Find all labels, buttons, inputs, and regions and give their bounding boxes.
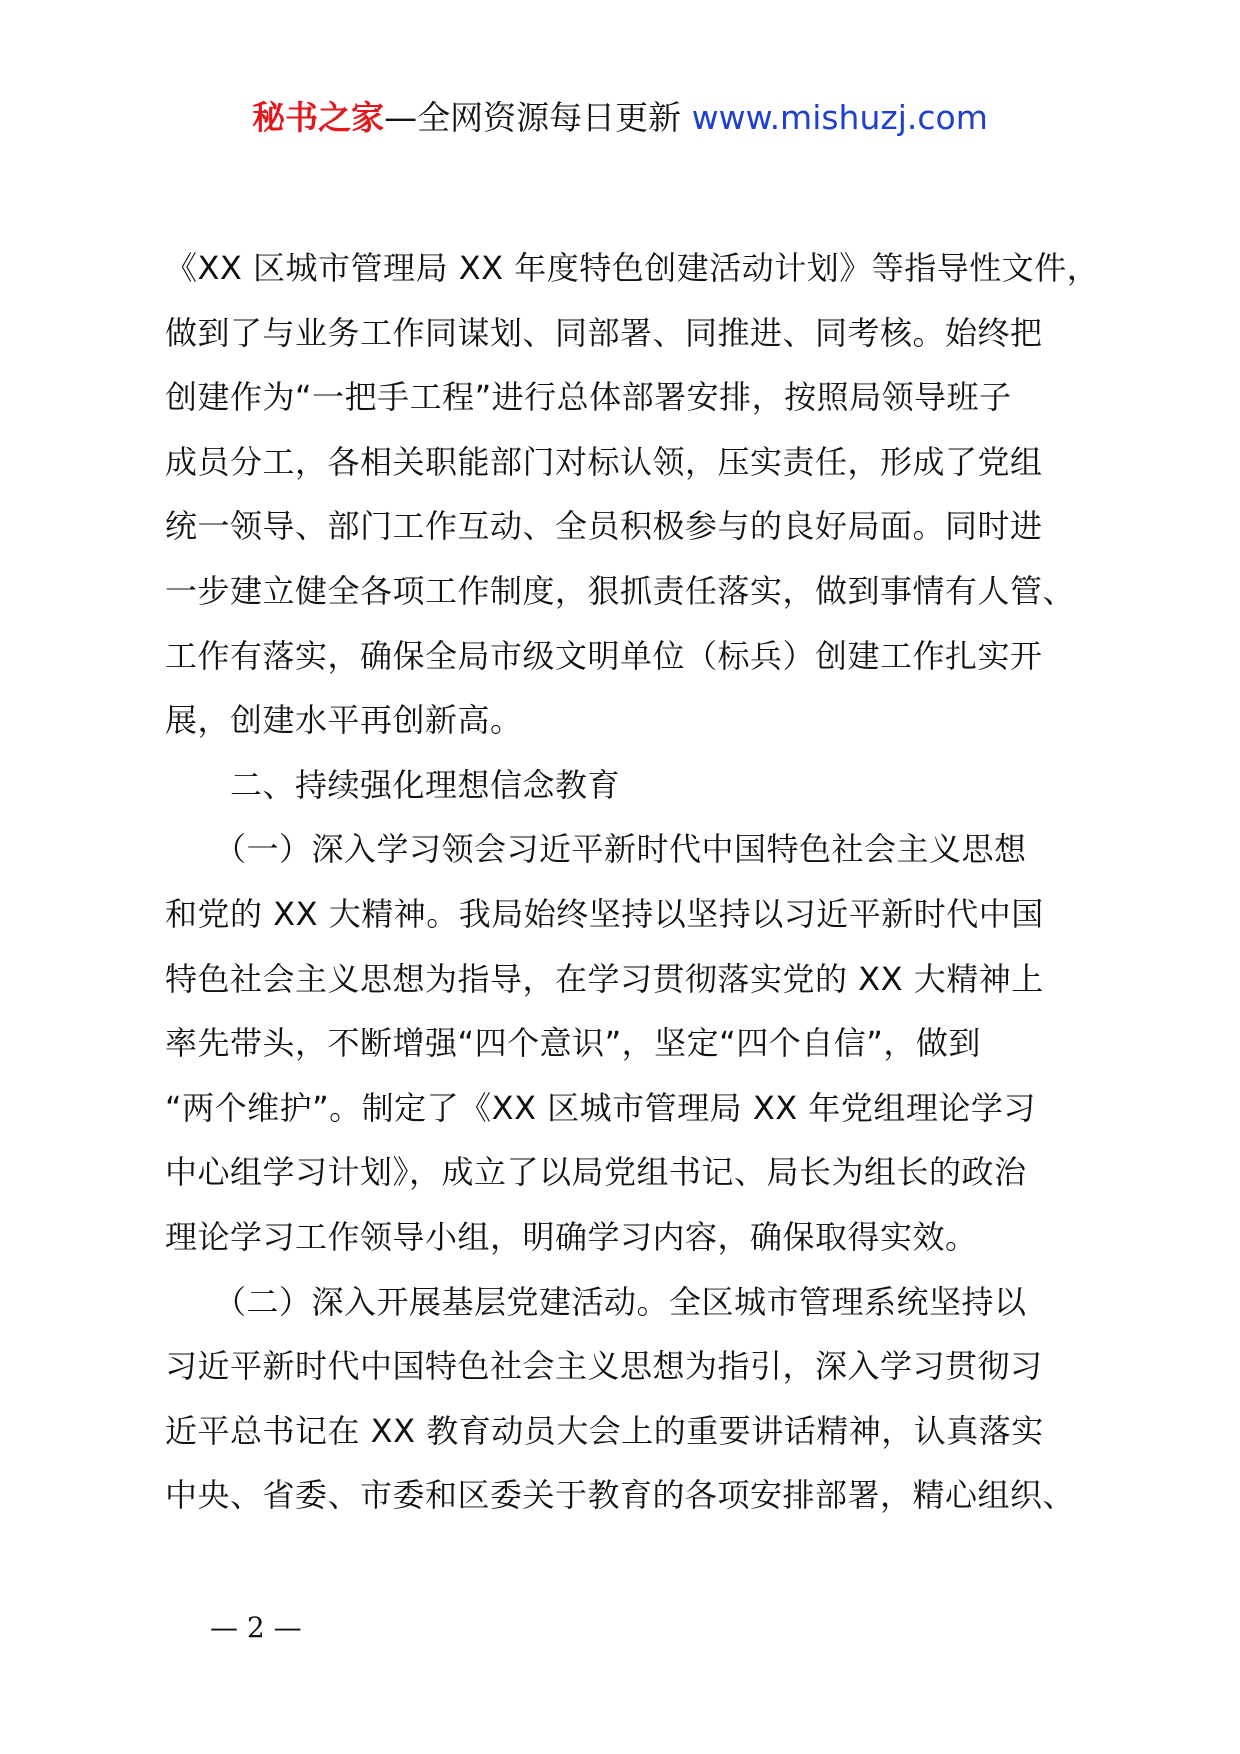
text-line: 特色社会主义思想为指导，在学习贯彻落实党的 XX 大精神上 [165,959,1044,998]
text-line: 展，创建水平再创新高。 [165,701,523,740]
text-line: 成员分工，各相关职能部门对标认领，压实责任，形成了党组 [165,442,1043,481]
site-brand: 秘书之家 [252,98,385,137]
document-body [165,236,1100,1528]
text-line: 理论学习工作领导小组，明确学习内容，确保取得实效。 [165,1217,978,1256]
text-line: 中心组学习计划》，成立了以局党组书记、局长为组长的政治 [165,1153,1027,1192]
site-tagline: —全网资源每日更新 [384,98,682,137]
text-line: “两个维护”。制定了《XX 区城市管理局 XX 年党组理论学习 [165,1088,1036,1127]
text-line: 率先带头，不断增强“四个意识”，坚定“四个自信”，做到 [165,1024,981,1063]
text-line: 一步建立健全各项工作制度，狠抓责任落实，做到事情有人管、 [165,571,1076,610]
site-url-link[interactable]: www.mishuzj.com [691,98,988,137]
text-line: 和党的 XX 大精神。我局始终坚持以坚持以习近平新时代中国 [165,894,1044,933]
text-line: 中央、省委、市委和区委关于教育的各项安排部署，精心组织、 [165,1476,1076,1515]
text-line: （二）深入开展基层党建活动。全区城市管理系统坚持以 [165,1282,1027,1321]
site-header [0,96,1240,140]
page-number: — 2 — [210,1611,302,1644]
text-line: 统一领导、部门工作互动、全员积极参与的良好局面。同时进 [165,507,1043,546]
text-line: （一）深入学习领会习近平新时代中国特色社会主义思想 [165,830,1027,869]
text-line: 近平总书记在 XX 教育动员大会上的重要讲话精神，认真落实 [165,1411,1044,1450]
text-line: 做到了与业务工作同谋划、同部署、同推进、同考核。始终把 [165,313,1043,352]
text-line: 习近平新时代中国特色社会主义思想为指引，深入学习贯彻习 [165,1347,1043,1386]
text-line: 工作有落实，确保全局市级文明单位（标兵）创建工作扎实开 [165,636,1043,675]
section-heading: 二、持续强化理想信念教育 [165,765,621,804]
text-line: 创建作为“一把手工程”进行总体部署安排，按照局领导班子 [165,378,1012,417]
text-line: 《XX 区城市管理局 XX 年度特色创建活动计划》等指导性文件， [165,249,1100,287]
